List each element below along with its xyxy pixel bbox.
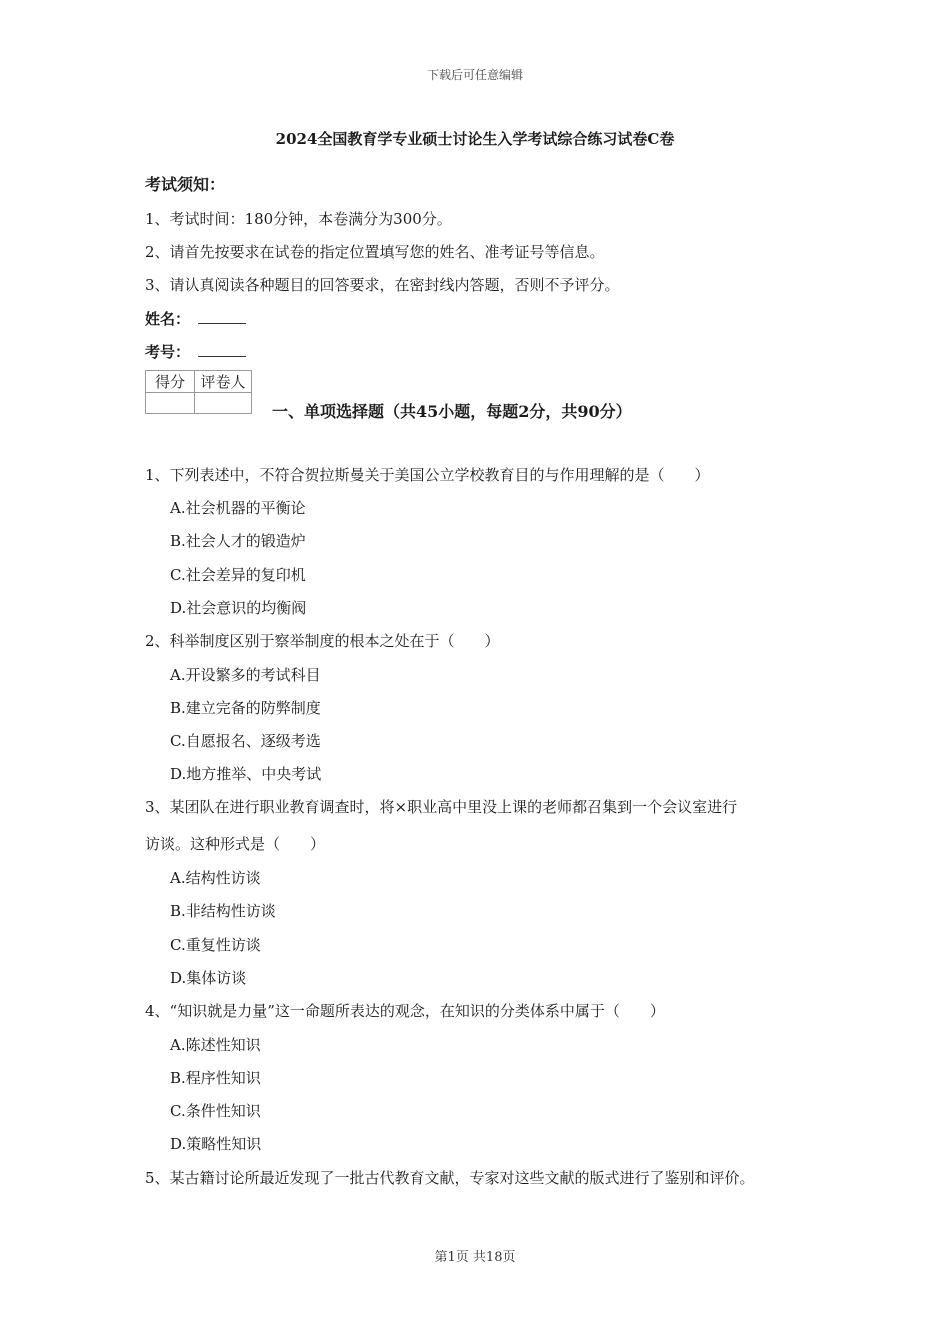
question-text-continued: 访谈。这种形式是（ ） [145, 835, 326, 853]
score-cell[interactable] [146, 393, 195, 414]
answer-option: B.建立完备的防弊制度 [170, 699, 321, 717]
answer-option: A.陈述性知识 [170, 1036, 261, 1054]
header-note: 下载后可任意编辑 [426, 68, 523, 82]
notice-item: 3、请认真阅读各种题目的回答要求，在密封线内答题，否则不予评分。 [145, 276, 620, 294]
answer-option: D.集体访谈 [170, 969, 247, 987]
page-footer: 第1页 共18页 [434, 1250, 516, 1265]
number-label: 考号： [145, 343, 191, 361]
answer-option: B.程序性知识 [170, 1069, 261, 1087]
section-heading: 一、单项选择题（共45小题，每题2分，共90分） [272, 402, 632, 421]
answer-option: A.结构性访谈 [170, 869, 261, 887]
grader-header: 评卷人 [195, 371, 252, 393]
notice-heading: 考试须知： [145, 175, 226, 194]
question-text: 1、下列表述中，不符合贺拉斯曼关于美国公立学校教育目的与作用理解的是（ ） [145, 466, 710, 484]
notice-item: 2、请首先按要求在试卷的指定位置填写您的姓名、准考证号等信息。 [145, 243, 605, 261]
name-blank[interactable] [198, 309, 246, 324]
score-table [145, 370, 252, 414]
answer-option: C.社会差异的复印机 [170, 566, 306, 584]
grader-cell[interactable] [195, 393, 252, 414]
name-field-row [145, 308, 246, 329]
question-text: 3、某团队在进行职业教育调查时，将×职业高中里没上课的老师都召集到一个会议室进行 [145, 798, 738, 816]
question-text: 5、某古籍讨论所最近发现了一批古代教育文献，专家对这些文献的版式进行了鉴别和评价。 [145, 1169, 755, 1187]
answer-option: D.策略性知识 [170, 1135, 262, 1153]
exam-title: 2024全国教育学专业硕士讨论生入学考试综合练习试卷C卷 [275, 130, 675, 148]
answer-option: A.社会机器的平衡论 [170, 499, 306, 517]
number-blank[interactable] [198, 342, 246, 357]
answer-option: C.自愿报名、逐级考选 [170, 732, 321, 750]
number-field-row [145, 341, 246, 362]
name-label: 姓名： [145, 310, 191, 328]
answer-option: B.非结构性访谈 [170, 902, 276, 920]
question-text: 4、“知识就是力量”这一命题所表达的观念，在知识的分类体系中属于（ ） [145, 1002, 665, 1020]
notice-item: 1、考试时间：180分钟，本卷满分为300分。 [145, 210, 452, 228]
score-header: 得分 [146, 371, 195, 393]
answer-option: A.开设繁多的考试科目 [170, 666, 321, 684]
answer-option: C.条件性知识 [170, 1102, 261, 1120]
answer-option: C.重复性访谈 [170, 936, 261, 954]
answer-option: D.社会意识的均衡阀 [170, 599, 307, 617]
question-text: 2、科举制度区别于察举制度的根本之处在于（ ） [145, 632, 500, 650]
answer-option: B.社会人才的锻造炉 [170, 532, 306, 550]
answer-option: D.地方推举、中央考试 [170, 765, 322, 783]
